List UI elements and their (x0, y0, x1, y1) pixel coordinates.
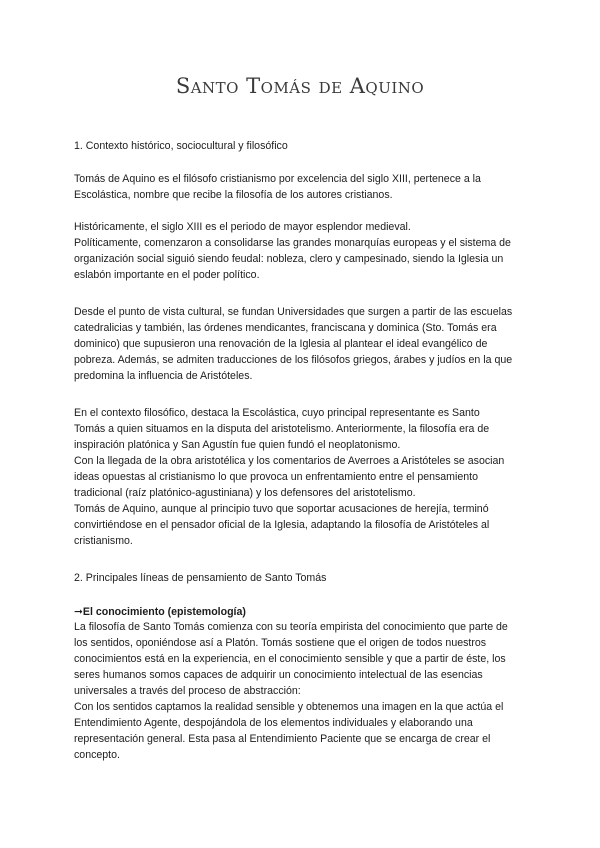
section-2-heading: 2. Principales líneas de pensamiento de Santo Tomás (74, 572, 327, 584)
document-title: Santo Tomás de Aquino (175, 74, 425, 98)
text-line: La filosofía de Santo Tomás comienza con su teoría empirista del conocimiento que parte de (74, 621, 508, 633)
text-line: Tomás de Aquino, aunque al principio tuvo que soportar acusaciones de herejía, terminó (74, 503, 489, 515)
text-line: eslabón importante en el poder político. (74, 269, 260, 281)
text-line: Entendimiento Agente, despojándola de los elementos individuales y elaborando una (74, 717, 473, 729)
text-line: Históricamente, el siglo XIII es el periodo de mayor esplendor medieval. (74, 221, 411, 233)
paragraph-5 (74, 619, 536, 763)
text-line: universales a través del proceso de abstracción: (74, 685, 301, 697)
text-line: dominico) que supusieron una renovación de la Iglesia al plantear el ideal evangélico de (74, 338, 488, 350)
text-line: seres humanos somos capaces de adquirir un conocimiento intelectual de las esencias (74, 669, 483, 681)
text-line: pobreza. Además, se admiten traducciones de los filósofos griegos, árabes y judíos en la que (74, 354, 513, 366)
text-line: Escolástica, nombre que recibe la filosofía de los autores cristianos. (74, 189, 393, 201)
paragraph-2 (74, 219, 536, 283)
text-line: organización social siguió siendo feudal: nobleza, clero y campesinado, siendo la Iglesia un (74, 253, 504, 265)
text-line: predomina la influencia de Aristóteles. (74, 370, 253, 382)
text-line: los sentidos, oponiéndose así a Platón. Tomás sostiene que el origen de todos nuestros (74, 637, 487, 649)
text-line: En el contexto filosófico, destaca la Escolástica, cuyo principal representante es Santo (74, 407, 480, 419)
text-line: convirtiéndose en el pensador oficial de la Iglesia, adaptando la filosofía de Aristóteles al (74, 519, 490, 531)
text-line: tradicional (raíz platónico-agustiniana) y los defensores del aristotelismo. (74, 487, 416, 499)
text-line: representación general. Esta pasa al Entendimiento Paciente que se encarga de crear el (74, 733, 491, 745)
text-line: cristianismo. (74, 535, 133, 547)
paragraph-4 (74, 405, 536, 549)
paragraph-1 (74, 171, 536, 203)
text-line: Con los sentidos captamos la realidad sensible y obtenemos una imagen en la que actúa el (74, 701, 504, 713)
subheading-conocimiento: ➞El conocimiento (epistemología) (74, 606, 246, 618)
text-line: ideas opuestas al cristianismo lo que provoca un enfrentamiento entre el pensamiento (74, 471, 478, 483)
section-1-heading: 1. Contexto histórico, sociocultural y filosófico (74, 140, 288, 152)
text-line: Políticamente, comenzaron a consolidarse las grandes monarquías europeas y el sistema de (74, 237, 511, 249)
paragraph-3 (74, 304, 536, 384)
text-line: conocimientos está en la experiencia, en el conocimiento sensible y que a partir de éste, los (74, 653, 506, 665)
text-line: Tomás a quien situamos en la disputa del aristotelismo. Anteriormente, la filosofía era de (74, 423, 490, 435)
text-line: Tomás de Aquino es el filósofo cristianismo por excelencia del siglo XIII, pertenece a la (74, 173, 481, 185)
text-line: catedralicias y también, las órdenes mendicantes, franciscana y dominica (Sto. Tomás era (74, 322, 497, 334)
text-line: inspiración platónica y San Agustín fue quien fundó el neoplatonismo. (74, 439, 401, 451)
text-line: Desde el punto de vista cultural, se fundan Universidades que surgen a partir de las escuelas (74, 306, 513, 318)
text-line: Con la llegada de la obra aristotélica y los comentarios de Averroes a Aristóteles se asocian (74, 455, 505, 467)
text-line: concepto. (74, 749, 120, 761)
